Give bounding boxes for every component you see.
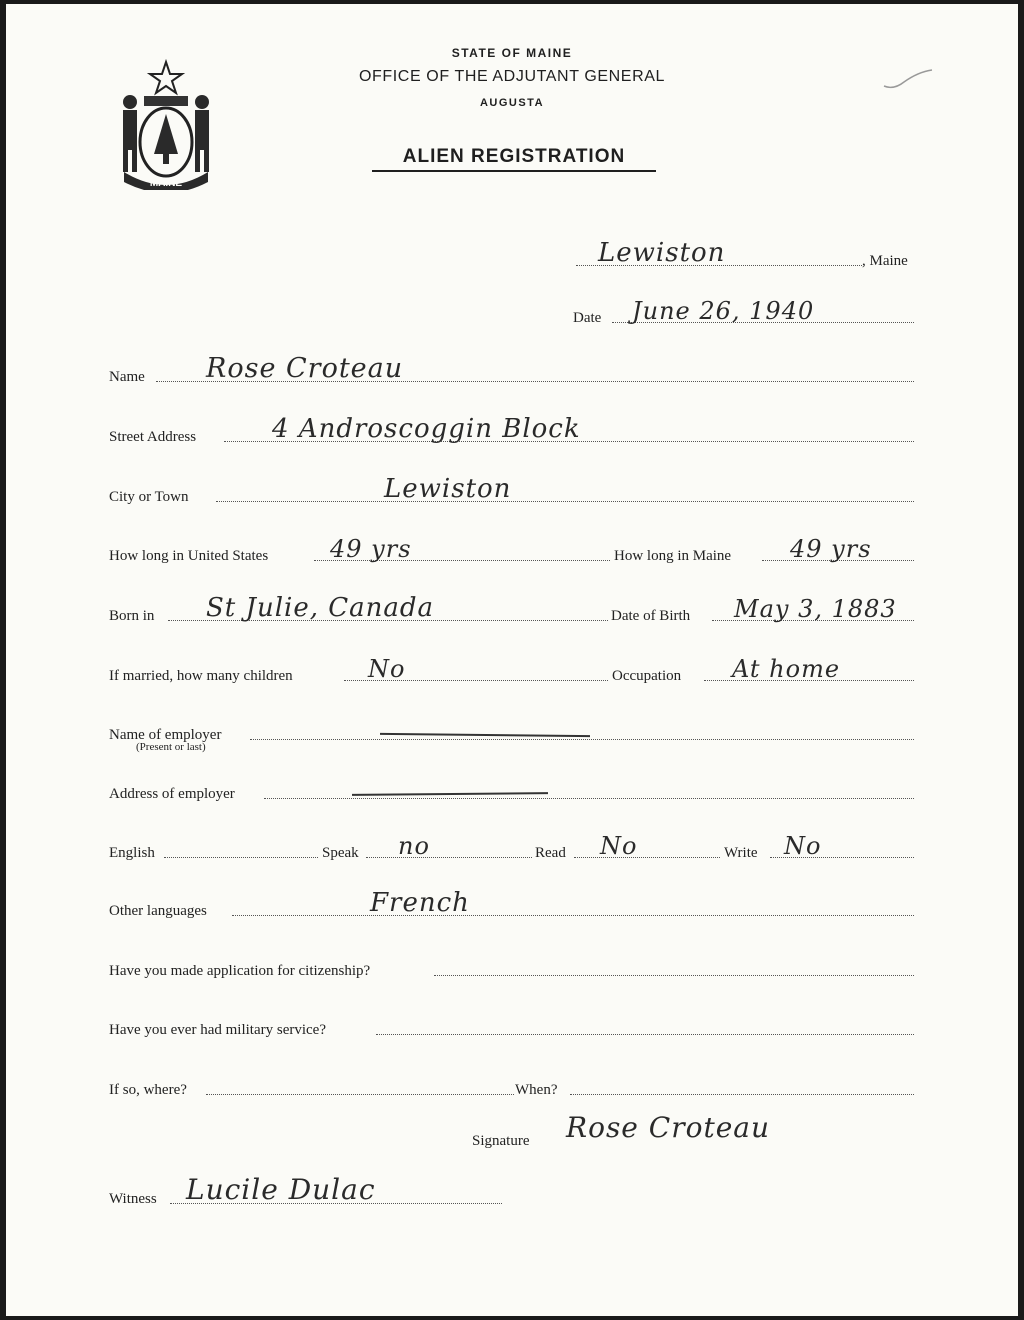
maine-time-label: How long in Maine	[614, 548, 732, 564]
signature-row	[0, 1111, 1024, 1150]
location-row	[0, 238, 1024, 270]
when-label: When?	[515, 1082, 558, 1098]
military-label: Have you ever had military service?	[109, 1022, 326, 1038]
born-label: Born in	[109, 608, 155, 624]
date-value[interactable]: June 26, 1940	[632, 297, 815, 325]
speak-value[interactable]: no	[398, 832, 430, 860]
street-row	[0, 414, 1024, 446]
how-long-row	[0, 535, 1024, 565]
witness-row	[0, 1173, 1024, 1208]
street-value[interactable]: 4 Androscoggin Block	[272, 414, 581, 444]
born-row	[0, 593, 1024, 625]
employer-dash	[380, 733, 590, 737]
where-label: If so, where?	[109, 1082, 187, 1098]
read-value[interactable]: No	[600, 832, 638, 860]
children-row	[0, 655, 1024, 685]
other-languages-row	[0, 888, 1024, 920]
born-value[interactable]: St Julie, Canada	[206, 593, 435, 623]
name-value[interactable]: Rose Croteau	[206, 353, 404, 384]
other-languages-label: Other languages	[109, 903, 207, 919]
speak-label: Speak	[322, 845, 359, 861]
employer-sublabel: (Present or last)	[136, 741, 206, 753]
street-label: Street Address	[109, 429, 197, 445]
other-languages-value[interactable]: French	[370, 888, 470, 918]
us-time-label: How long in United States	[109, 548, 269, 564]
date-label: Date	[573, 310, 602, 326]
children-value[interactable]: No	[368, 655, 406, 683]
occupation-value[interactable]: At home	[732, 655, 841, 683]
city-label: City or Town	[109, 489, 189, 505]
name-label: Name	[109, 369, 145, 385]
military-row	[0, 1017, 1024, 1039]
write-value[interactable]: No	[784, 832, 822, 860]
where-when-row	[0, 1077, 1024, 1099]
location-value[interactable]: Lewiston	[598, 238, 726, 268]
occupation-label: Occupation	[612, 668, 682, 684]
header-city: AUGUSTA	[479, 97, 545, 109]
write-label: Write	[724, 845, 758, 861]
name-row	[0, 353, 1024, 386]
witness-value[interactable]: Lucile Dulac	[186, 1173, 376, 1206]
signature-value[interactable]: Rose Croteau	[566, 1111, 770, 1144]
employer-address-row	[0, 781, 1024, 803]
seal-text: MAINE	[149, 178, 183, 189]
employer-address-dash	[352, 792, 548, 796]
us-time-value[interactable]: 49 yrs	[330, 535, 412, 563]
header-office: OFFICE OF THE ADJUTANT GENERAL	[358, 68, 666, 85]
citizenship-label: Have you made application for citizenship?	[109, 963, 371, 979]
read-label: Read	[535, 845, 566, 861]
date-row	[0, 297, 1024, 327]
children-label: If married, how many children	[109, 668, 293, 684]
english-label: English	[109, 845, 155, 861]
citizenship-row	[0, 958, 1024, 980]
city-row	[0, 474, 1024, 506]
signature-label: Signature	[472, 1133, 530, 1149]
city-value[interactable]: Lewiston	[384, 474, 512, 504]
employer-address-label: Address of employer	[109, 786, 235, 802]
employer-label: Name of employer	[109, 727, 222, 743]
form-title: ALIEN REGISTRATION	[372, 146, 656, 172]
location-suffix: , Maine	[862, 253, 908, 269]
dob-value[interactable]: May 3, 1883	[734, 595, 897, 623]
witness-label: Witness	[109, 1191, 157, 1207]
dob-label: Date of Birth	[611, 608, 691, 624]
header-state: STATE OF MAINE	[451, 46, 573, 60]
maine-time-value[interactable]: 49 yrs	[790, 535, 872, 563]
form-sheet	[6, 4, 1018, 1316]
english-row	[0, 832, 1024, 862]
